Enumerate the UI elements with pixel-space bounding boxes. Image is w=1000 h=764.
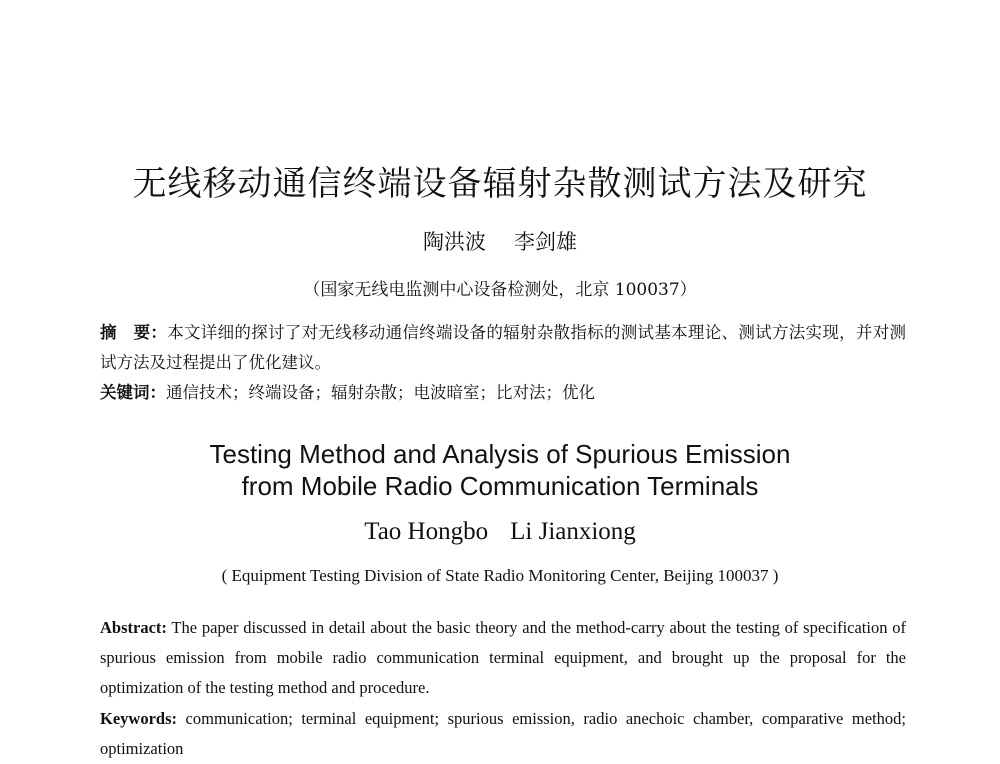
english-keywords-label: Keywords: (100, 709, 177, 728)
chinese-abstract-label: 摘 要： (100, 323, 168, 342)
english-abstract-text: The paper discussed in detail about the basic theory and the method-carry about the testing of specification of spurious emission from mobile radio communication terminal equipment, and brought up the proposal for the optimization of the testing method and procedure. (100, 618, 906, 697)
english-abstract-label: Abstract: (100, 618, 167, 637)
english-authors (0, 518, 1000, 546)
chinese-abstract (100, 318, 906, 378)
english-title-line-2: from Mobile Radio Communication Terminals (241, 471, 759, 501)
english-abstract (100, 613, 906, 703)
chinese-title: 无线移动通信终端设备辐射杂散测试方法及研究 (132, 164, 868, 204)
chinese-authors (0, 226, 1000, 256)
english-title (0, 438, 1000, 502)
english-keywords (100, 704, 906, 764)
author-2-cn: 李剑雄 (514, 230, 577, 254)
chinese-affiliation: （国家无线电监测中心设备检测处，北京 100037） (303, 280, 697, 300)
chinese-keywords-text: 通信技术；终端设备；辐射杂散；电波暗室；比对法；优化 (166, 383, 595, 402)
author-2-en: Li Jianxiong (510, 518, 636, 545)
author-1-cn: 陶洪波 (423, 230, 486, 254)
author-1-en: Tao Hongbo (364, 518, 489, 545)
chinese-keywords-label: 关键词： (100, 383, 166, 402)
chinese-keywords (100, 380, 906, 406)
chinese-abstract-text: 本文详细的探讨了对无线移动通信终端设备的辐射杂散指标的测试基本理论、测试方法实现，并对测试方法及过程提出了优化建议。 (100, 323, 907, 372)
english-title-line-1: Testing Method and Analysis of Spurious Emission (209, 439, 791, 469)
english-affiliation: ( Equipment Testing Division of State Radio Monitoring Center, Beijing 100037 ) (221, 566, 779, 585)
english-keywords-text: communication; terminal equipment; spurious emission, radio anechoic chamber, comparative method; optimization (100, 709, 906, 758)
